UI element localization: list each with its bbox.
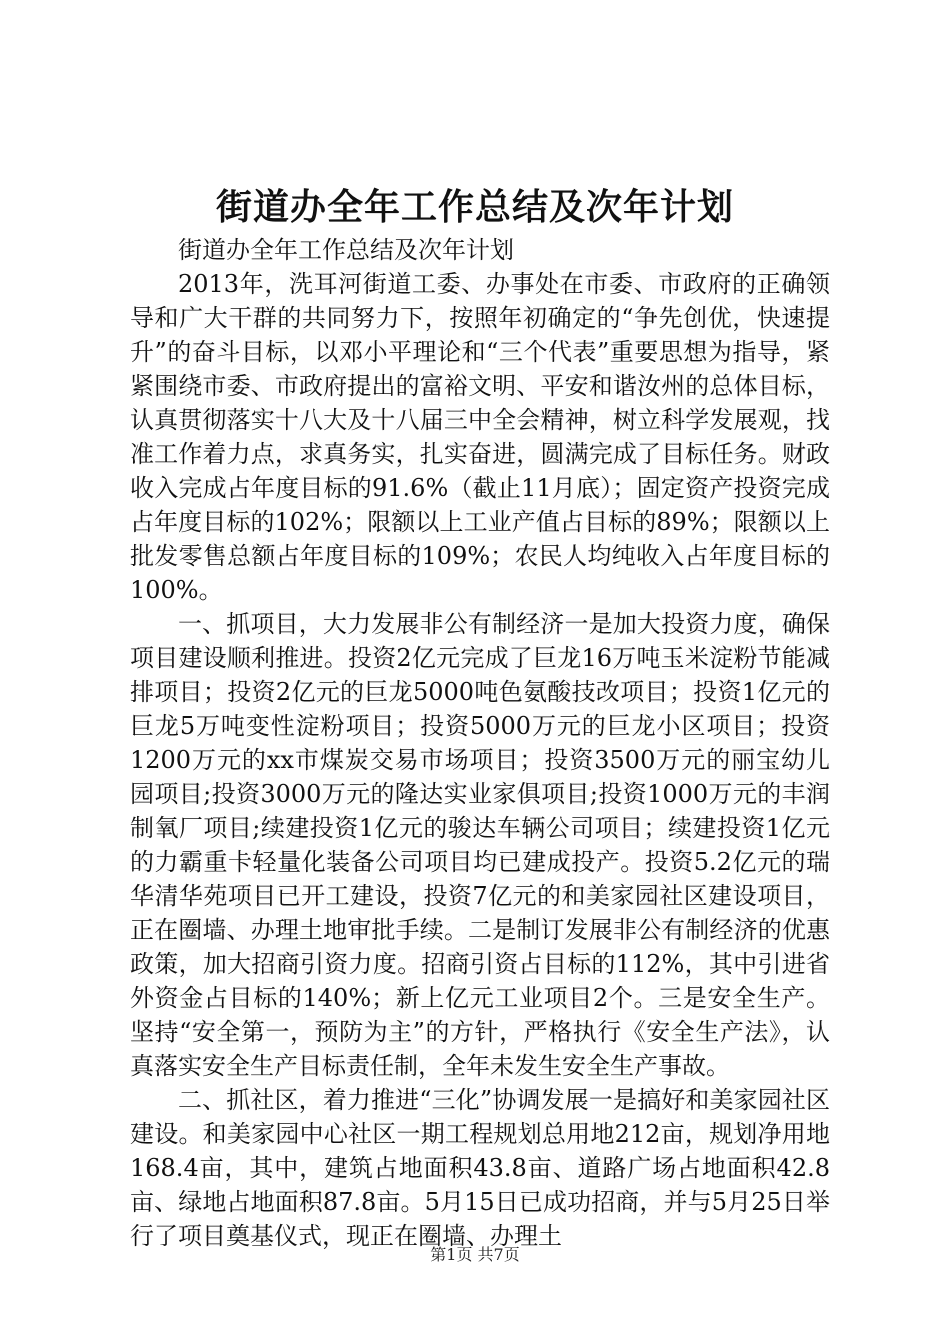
paragraph-community: 二、抓社区，着力推进“三化”协调发展一是搞好和美家园社区建设。和美家园中心社区一期工程规划总用地212亩，规划净用地168.4亩，其中，建筑占地面积43.8亩、道路广场占地面积42.8亩、绿地占地面积87.8亩。5月15日已成功招商，并与5月25日举行了项目奠基仪式，现正在圈墙、办理土 [130, 1086, 830, 1250]
page-number-footer: 第1页 共7页 [430, 1245, 520, 1264]
paragraph-subtitle: 街道办全年工作总结及次年计划 [178, 236, 514, 264]
document-body [130, 233, 830, 1253]
paragraph-projects: 一、抓项目，大力发展非公有制经济一是加大投资力度，确保项目建设顺利推进。投资2亿元完成了巨龙16万吨玉米淀粉节能减排项目；投资2亿元的巨龙5000吨色氨酸技改项目；投资1亿元的巨龙5万吨变性淀粉项目；投资5000万元的巨龙小区项目；投资1200万元的xx市煤炭交易市场项目；投资3500万元的丽宝幼儿园项目;投资3000万元的隆达实业家俱项目;投资1000万元的丰润制氧厂项目;续建投资1亿元的骏达车辆公司项目；续建投资1亿元的力霸重卡轻量化装备公司项目均已建成投产。投资5.2亿元的瑞华清华苑项目已开工建设，投资7亿元的和美家园社区建设项目，正在圈墙、办理土地审批手续。二是制订发展非公有制经济的优惠政策，加大招商引资力度。招商引资占目标的112%，其中引进省外资金占目标的140%；新上亿元工业项目2个。三是安全生产。坚持“安全第一，预防为主”的方针，严格执行《安全生产法》，认真落实安全生产目标责任制，全年未发生安全生产事故。 [130, 610, 830, 1080]
paragraph-intro: 2013年，洗耳河街道工委、办事处在市委、市政府的正确领导和广大干群的共同努力下，按照年初确定的“争先创优，快速提升”的奋斗目标，以邓小平理论和“三个代表”重要思想为指导，紧紧围绕市委、市政府提出的富裕文明、平安和谐汝州的总体目标，认真贯彻落实十八大及十八届三中全会精神，树立科学发展观，找准工作着力点，求真务实，扎实奋进，圆满完成了目标任务。财政收入完成占年度目标的91.6%（截止11月底）；固定资产投资完成占年度目标的102%；限额以上工业产值占目标的89%；限额以上批发零售总额占年度目标的109%；农民人均纯收入占年度目标的100%。 [130, 270, 830, 604]
document-title: 街道办全年工作总结及次年计划 [215, 186, 734, 228]
